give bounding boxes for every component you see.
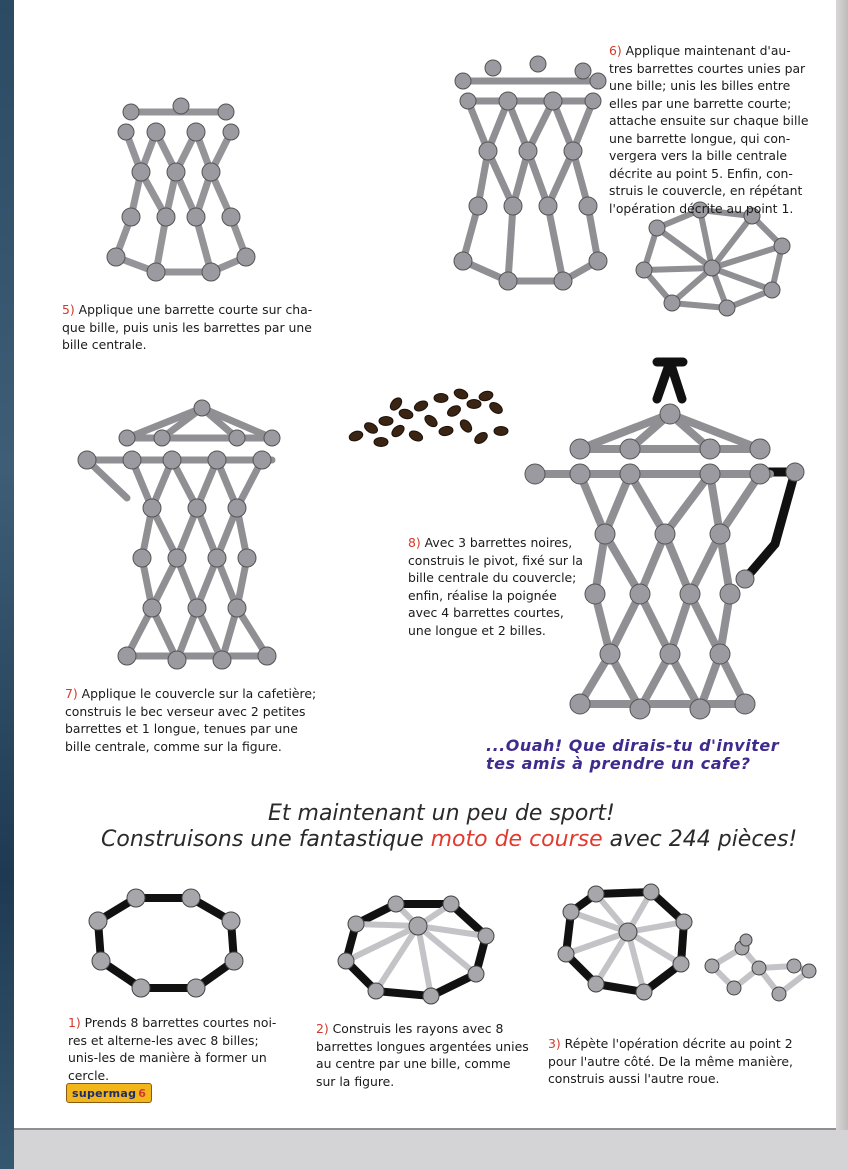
moto-step-2-number: 2)	[316, 1021, 329, 1036]
step-7-line-2: construis le bec verseur avec 2 petites	[65, 703, 306, 719]
headline-line-1: Et maintenant un peu de sport!	[268, 801, 615, 826]
moto-step-2-line-2: barrettes longues argentées unies	[316, 1038, 529, 1054]
step-5-line-1	[62, 301, 312, 319]
figure-moto-step-1-ring	[86, 886, 246, 1002]
step-8-line-1	[408, 534, 583, 552]
step-6-line-10: l'opération décrite au point 1.	[609, 200, 794, 216]
scan-background	[14, 1130, 848, 1169]
step-8-line-5: avec 4 barrettes courtes,	[408, 605, 564, 620]
step-7-text	[65, 685, 316, 755]
headline-line-2-start: Construisons une fantastique	[101, 827, 431, 852]
figure-step-7-coffee-pot	[72, 398, 287, 678]
step-8-line-4: enfin, réalise la poignée	[408, 587, 557, 603]
figure-step-5-structure	[96, 92, 266, 292]
step-5-number: 5)	[62, 302, 75, 317]
step-8-text	[408, 534, 583, 639]
moto-step-2-line-1	[316, 1020, 529, 1038]
step-6-line-2: tres barrettes courtes unies par	[609, 60, 806, 76]
step-7-line-1-text: Applique le couvercle sur la cafetière;	[77, 686, 317, 701]
step-6-line-5: attache ensuite sur chaque bille	[609, 113, 809, 128]
tagline-line-1: ...Ouah! Que dirais-tu d'inviter	[486, 736, 780, 755]
coffee-beans-image	[336, 376, 516, 456]
tagline-line-2: tes amis à prendre un cafe?	[486, 754, 751, 773]
step-7-line-3: barrettes et 1 longue, tenues par une	[65, 721, 298, 736]
moto-step-2-line-4: sur la figure.	[316, 1073, 395, 1089]
moto-step-2-line-1-text: Construis les rayons avec 8	[328, 1021, 504, 1036]
left-binding-strip	[0, 0, 14, 1169]
moto-step-1-line-3: unis-les de manière à former un	[68, 1050, 267, 1065]
step-6-line-9: struis le couvercle, en répétant	[609, 183, 803, 198]
step-5-line-1-text: Applique une barrette courte sur cha-	[74, 302, 313, 317]
page-number: 6	[138, 1086, 147, 1100]
step-8-line-2: construis le pivot, fixé sur la	[408, 552, 583, 568]
step-6-text	[609, 42, 808, 217]
step-6-line-3: une bille; unis les billes entre	[609, 78, 791, 93]
moto-step-1-line-2: res et alterne-les avec 8 billes;	[68, 1032, 259, 1048]
moto-step-1-number: 1)	[68, 1015, 81, 1030]
figure-moto-step-3-wheel	[556, 884, 696, 1002]
step-6-line-4: elles par une barrette courte;	[609, 95, 792, 111]
moto-step-2-text	[316, 1020, 529, 1090]
logo-text: supermag	[72, 1086, 137, 1100]
moto-step-2-line-3: au centre par une bille, comme	[316, 1056, 511, 1071]
section-headline-2	[101, 826, 797, 854]
step-6-line-7: vergera vers la bille centrale	[609, 148, 788, 163]
step-6-line-8: décrite au point 5. Enfin, con-	[609, 165, 793, 181]
step-8-line-1-text: Avec 3 barrettes noires,	[420, 535, 573, 550]
step-6-line-1-text: Applique maintenant d'au-	[621, 43, 791, 58]
moto-step-3-line-3: construis aussi l'autre roue.	[548, 1071, 720, 1086]
moto-step-1-text	[68, 1014, 276, 1084]
step-6-number: 6)	[609, 43, 622, 58]
moto-step-1-line-4: cercle.	[68, 1067, 110, 1083]
step-8-line-6: une longue et 2 billes.	[408, 622, 546, 638]
figure-moto-step-3-small-part	[704, 936, 820, 1006]
figure-moto-step-2-wheel	[336, 896, 496, 1008]
section-headline	[268, 800, 615, 828]
moto-step-1-line-1-text: Prends 8 barrettes courtes noi-	[80, 1015, 277, 1030]
step-5-line-3: bille centrale.	[62, 337, 147, 352]
supermag-logo	[66, 1083, 152, 1103]
figure-step-6-structure	[448, 56, 613, 301]
moto-step-3-line-1	[548, 1035, 793, 1053]
moto-step-3-number: 3)	[548, 1036, 561, 1051]
step-8-line-3: bille centrale du couvercle;	[408, 570, 577, 585]
step-5-line-2: que bille, puis unis les barrettes par une	[62, 319, 312, 335]
headline-line-2-end: avec 244 pièces!	[602, 827, 798, 852]
step-6-line-1	[609, 42, 808, 60]
step-7-line-4: bille centrale, comme sur la figure.	[65, 738, 282, 754]
step-7-line-1	[65, 685, 316, 703]
headline-highlight: moto de course	[430, 827, 603, 852]
tagline	[486, 737, 779, 773]
step-6-line-6: une barrette longue, qui con-	[609, 130, 791, 146]
moto-step-3-line-1-text: Répète l'opération décrite au point 2	[560, 1036, 793, 1051]
step-8-number: 8)	[408, 535, 421, 550]
moto-step-3-text	[548, 1035, 793, 1088]
step-7-number: 7)	[65, 686, 78, 701]
moto-step-1-line-1	[68, 1014, 276, 1032]
step-5-text	[62, 301, 312, 354]
moto-step-3-line-2: pour l'autre côté. De la même manière,	[548, 1053, 793, 1069]
right-page-edge	[836, 0, 848, 1169]
